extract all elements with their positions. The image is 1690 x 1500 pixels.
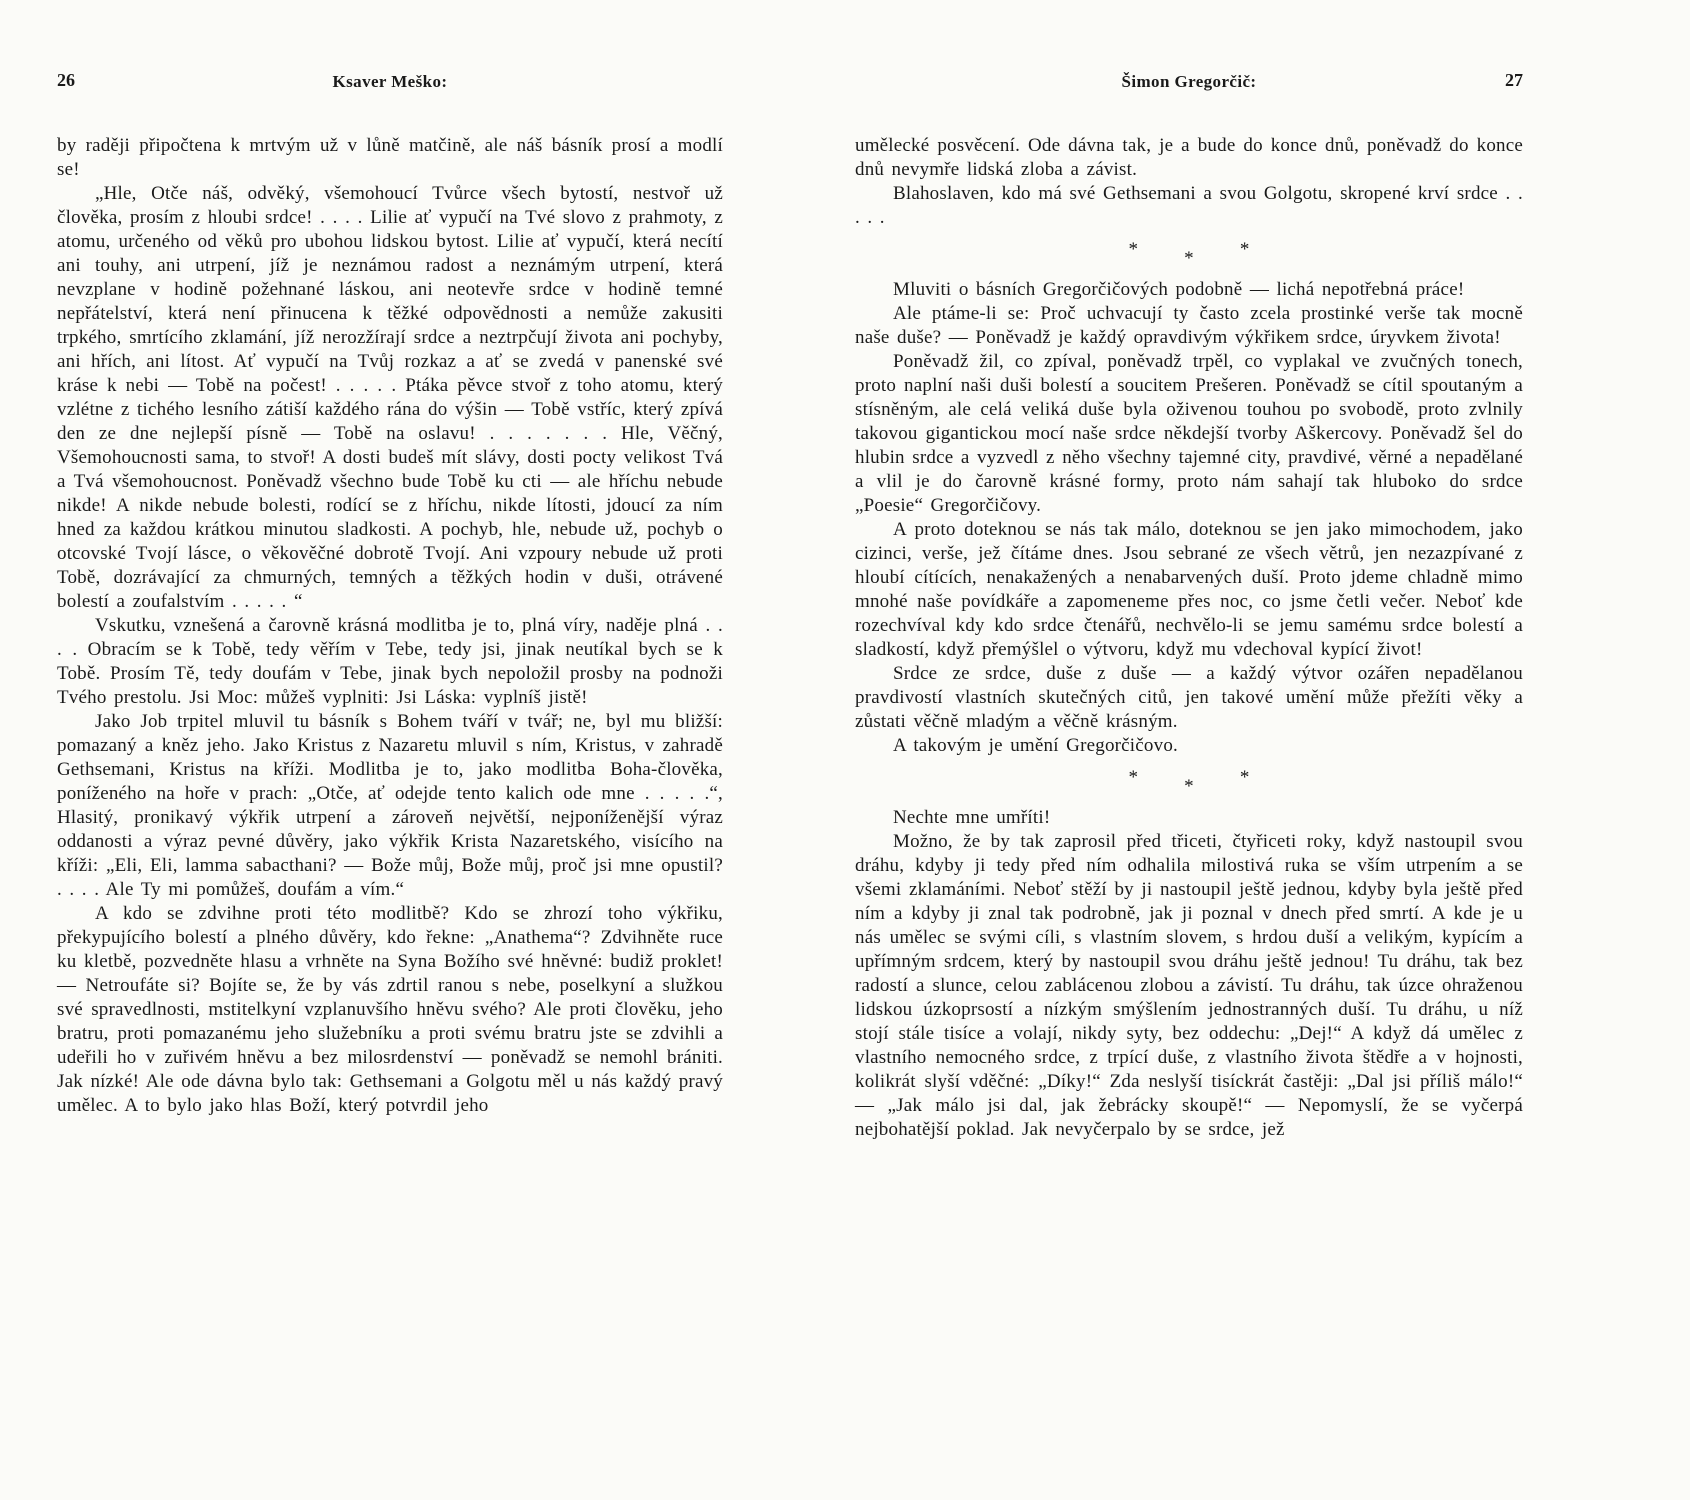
page-number-right: 27 — [1505, 70, 1523, 90]
paragraph: Nechte mne umříti! — [893, 807, 1051, 828]
asterisk-icon: * — [1239, 767, 1250, 788]
paragraph: A takovým je umění Gregorčičovo. — [893, 735, 1178, 756]
page-body-right — [855, 134, 1523, 1142]
page-header-left — [57, 72, 723, 98]
asterisk-icon: * — [1239, 239, 1250, 260]
section-separator — [855, 234, 1523, 274]
paragraph: Ale ptáme-li se: Proč uchvacují ty často zcela prostinké verše tak mocně naše duše? — Poněvadž je každý opravdivým výkřikem srdce, úryvkem života! — [855, 303, 1523, 348]
paragraph: A proto doteknou se nás tak málo, doteknou se jen jako mimochodem, jako cizinci, verše, jež čítáme dnes. Jsou sebrané ze všech větrů, jen nezazpívané z hloubí cítících, nenakažených a nenabarvených duší. Proto jdeme chladně mimo mnohé naše povídkáře a zapomeneme přes noc, co jsme četli večer. Neboť kde rozechvíval kdy kdo srdce čtenářů, nechvělo-li se jemu samému srdce bolestí a sladkostí, když přemýšlel o výtvoru, když mu vdechoval kypící život! — [855, 519, 1523, 660]
asterisk-icon: * — [1184, 248, 1194, 269]
paragraph: Možno, že by tak zaprosil před třiceti, čtyřiceti roky, když nastoupil svou dráhu, kdyby ji tedy před ním odhalila milostivá ruka se vším utrpením a se všemi zklamáními. Neboť stěží by ji nastoupil ještě jednou, kdyby byla ještě před ním a kdyby ji znal tak podrobně, jak ji poznal v dnech před smrtí. A kde je u nás umělec se svými cíli, s vlastním slovem, s hrdou duší a velikým, kypícím a upřímným srdcem, který by nastoupil svou dráhu ještě jednou! Tu dráhu, tak bez radostí a slunce, celou zablácenou zlobou a závistí. Tu dráhu, tak úzce ohraženou lidskou úzkoprsostí a nízkým smýšlením jednostranných duší. Tu dráhu, u níž stojí stále tisíce a volají, nikdy syty, bez oddechu: „Dej!“ A když dá umělec z vlastního nemocného srdce, z trpící duše, z vlastního života štědře a v hojnosti, kolikrát slyší vděčné: „Díky!“ Zda neslyší tisíckrát častěji: „Dal jsi příliš málo!“ — „Jak málo jsi dal, jak žebrácky skoupě!“ — Nepomyslí, že se vyčerpá nejbohatější poklad. Jak nevyčerpalo by se srdce, jež — [855, 831, 1523, 1140]
paragraph: „Hle, Otče náš, odvěký, všemohoucí Tvůrce všech bytostí, nestvoř už člověka, prosím z hloubi srdce! . . . . Lilie ať vypučí na Tvé slovo z prahmoty, z atomu, určeného od věků pro ubohou lidskou bytost. Lilie ať vypučí, která necítí ani touhy, ani utrpení, jíž je neznámou radost a neznámým utrpení, která nevzplane v hodině požehnané láskou, ani neotevře srdce v hodině temné nepřátelství, která není přinucena k těžké odpovědnosti a nemůže zakusiti trpkého, smrtícího zklamání, jíž nerozžírají srdce a neztrpčují života ani pochyby, ani hřích, ani lítost. Ať vypučí na Tvůj rozkaz a ať se zvedá v panenské své kráse k nebi — Tobě na počest! . . . . . Ptáka pěvce stvoř z toho atomu, který vzlétne z tichého lesního zátiší každého rána do výšin — Tobě vstříc, který zpívá den ze dne nejlepší písně — Tobě na oslavu! . . . . . . . Hle, Věčný, Všemohoucnosti sama, to stvoř! A dosti budeš mít slávy, dosti pocty velikost Tvá a Tvá všemohoucnost. Poněvadž všechno bude Tobě ku cti — ale hříchu nebude nikde! A nikde nebude bolesti, rodící se z hříchu, nikde lítosti, jdoucí za ním hned za každou krátkou minutou sladkosti. A pochyb, hle, nebude už, pochyb o otcovské Tvojí lásce, o věkověčné dobrotě Tvojí. Ani vzpoury nebude už proti Tobě, dozrávající za chmurných, temných a těžkých hodin v duši, otrávené bolestí a zoufalstvím . . . . . “ — [57, 183, 723, 612]
asterisk-icon: * — [1128, 767, 1139, 788]
asterisk-icon: * — [1128, 239, 1139, 260]
asterisk-icon: * — [1184, 776, 1194, 797]
paragraph: Blahoslaven, kdo má své Gethsemani a svou Golgotu, skropené krví srdce . . . . . — [855, 183, 1523, 228]
paragraph: by raději připočtena k mrtvým už v lůně matčině, ale náš básník prosí a modlí se! — [57, 135, 723, 180]
paragraph: A kdo se zdvihne proti této modlitbě? Kdo se zhrozí toho výkřiku, překypujícího bolestí a plného důvěry, kdo řekne: „Anathema“? Zdvihněte ruce ku kletbě, pozvedněte hlasu a vrhněte na Syna Božího své hněvné: budiž proklet! — Netroufáte si? Bojíte se, že by vás zdrtil ranou s nebe, poselkyní a služkou své spravedlnosti, mstitelkyní vzplanuvšího hněvu svého? Ale proti člověku, jeho bratru, proti pomazanému jeho služebníku a proti svému bratru jste se zdvihli a udeřili ho v zuřivém hněvu a bez milosrdenství — poněvadž se nemohl brániti. Jak nízké! Ale ode dávna bylo tak: Gethsemani a Golgotu měl u nás každý pravý umělec. A to bylo jako hlas Boží, který potvrdil jeho — [57, 903, 723, 1116]
paragraph: Jako Job trpitel mluvil tu básník s Bohem tváří v tvář; ne, byl mu bližší: pomazaný a kněz jeho. Jako Kristus z Nazaretu mluvil s ním, Kristus, v zahradě Gethsemani, Kristus na kříži. Modlitba je to, jako modlitba Boha-člověka, poníženého na hoře v prach: „Otče, ať odejde tento kalich ode mne . . . . .“, Hlasitý, pronikavý výkřik utrpení a zároveň největší, nejponíženější výraz oddanosti a výraz pevné důvěry, jako výkřik Krista Nazaretského, visícího na kříži: „Eli, Eli, lamma sabacthani? — Bože můj, Bože můj, proč jsi mne opustil? . . . . Ale Ty mi pomůžeš, doufám a vím.“ — [57, 711, 723, 900]
running-header-right: Šimon Gregorčič: — [1121, 72, 1257, 91]
page-number-left: 26 — [57, 70, 75, 90]
paragraph: umělecké posvěcení. Ode dávna tak, je a bude do konce dnů, poněvadž do konce dnů nevymře lidská zloba a závist. — [855, 135, 1523, 180]
section-separator — [855, 762, 1523, 802]
page-body-left — [57, 134, 723, 1118]
paragraph: Srdce ze srdce, duše z duše — a každý výtvor ozářen nepadělanou pravdivostí vlastních skutečných citů, jen takové umění může přežíti věky a zůstati věčně mladým a věčně krásným. — [855, 663, 1523, 732]
page-right — [845, 0, 1690, 1500]
running-header-left: Ksaver Meško: — [332, 72, 448, 91]
page-header-right — [855, 72, 1523, 98]
paragraph: Mluviti o básních Gregorčičových podobně — lichá nepotřebná práce! — [893, 279, 1465, 300]
paragraph: Poněvadž žil, co zpíval, poněvadž trpěl, co vyplakal ve zvučných tonech, proto naplní naši duši bolestí a soucitem Prešeren. Poněvadž se cítil spoutaným a stísněným, ale celá veliká duše byla oživenou touhou po svobodě, proto zvlnily takovou gigantickou mocí naše srdce někdejší tvorby Aškercovy. Poněvadž šel do hlubin srdce a vyzvedl z něho všechny tajemné city, pravdivé, věrné a nepadělané a vlil je do čarovně krásné formy, proto nám sahají tak hluboko do srdce „Poesie“ Gregorčičovy. — [855, 351, 1523, 516]
paragraph: Vskutku, vznešená a čarovně krásná modlitba je to, plná víry, naděje plná . . . . Obracím se k Tobě, tedy věřím v Tebe, tedy jsi, jinak neutíkal bych se k Tobě. Prosím Tě, tedy doufám v Tebe, jinak bych nepoložil prosby na podnoži Tvého prestolu. Jsi Moc: můžeš vyplniti: Jsi Láska: vyplníš jistě! — [57, 615, 723, 708]
